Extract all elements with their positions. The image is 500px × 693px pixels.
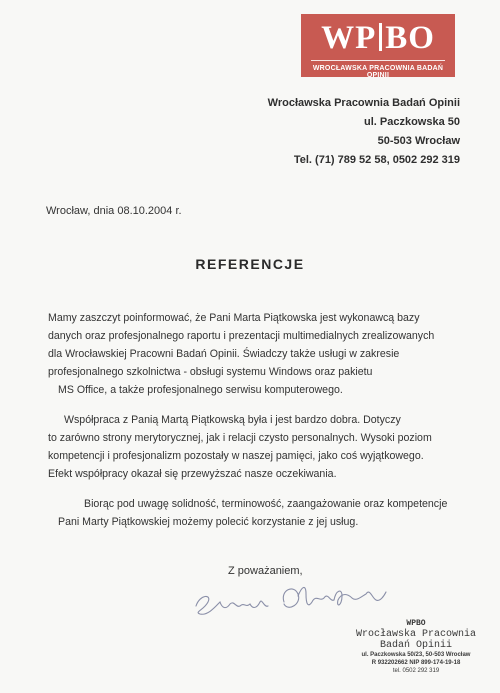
paragraph-line: profesjonalnego szkolnictwa - obsługi systemu Windows oraz pakietu <box>48 366 373 378</box>
paragraph-line: Pani Marty Piątkowskiej możemy polecić korzystanie z jej usług. <box>58 516 359 528</box>
company-street: ul. Paczkowska 50 <box>364 116 460 128</box>
stamp-line: Badań Opinii <box>379 640 452 651</box>
logo-subtitle: WROCŁAWSKA PRACOWNIA BADAŃ OPINII <box>312 65 444 79</box>
company-phone: Tel. (71) 789 52 58, 0502 292 319 <box>293 154 460 166</box>
stamp-line: R 932202662 NIP 899-174-19-18 <box>371 660 461 666</box>
paragraph-line: danych oraz profesjonalnego raportu i prezentacji multimedialnych zrealizowanych <box>48 330 435 342</box>
closing-salutation: Z poważaniem, <box>228 565 303 577</box>
logo-divider <box>379 23 382 51</box>
paragraph-2 <box>48 411 468 483</box>
paragraph-3 <box>48 495 468 531</box>
company-city: 50-503 Wrocław <box>377 135 460 147</box>
handwritten-signature <box>186 572 396 622</box>
paragraph-line: to zarówno strony merytorycznej, jak i relacji czysto personalnych. Wysoki poziom <box>48 432 432 444</box>
stamp-line: Wrocławska Pracownia <box>355 629 477 640</box>
paragraph-line: Mamy zaszczyt poinformować, że Pani Marta Piątkowska jest wykonawcą bazy <box>48 312 420 324</box>
logo-mark-right: BO <box>385 20 435 56</box>
paragraph-line: dla Wrocławskiej Pracowni Badań Opinii. Świadczy także usługi w zakresie <box>48 348 400 360</box>
company-logo <box>301 14 455 77</box>
paragraph-line: Współpraca z Panią Martą Piątkowską była i jest bardzo dobra. Dotyczy <box>64 414 401 426</box>
letter-date: Wrocław, dnia 08.10.2004 r. <box>46 205 182 217</box>
paragraph-line: MS Office, a także profesjonalnego serwisu komputerowego. <box>58 384 343 396</box>
paragraph-line: kompetencji i profesjonalizm pozostały w naszej pamięci, jako coś wyjątkowego. <box>48 450 424 462</box>
stamp-line: ul. Paczkowska 50/23, 50-503 Wrocław <box>361 652 471 658</box>
logo-mark <box>301 20 455 56</box>
paragraph-line: Efekt współpracy okazał się przewyższać nasze oczekiwania. <box>48 468 337 480</box>
paragraph-1 <box>48 309 468 399</box>
letter-title: REFERENCJE <box>195 256 305 272</box>
logo-rule <box>311 60 445 61</box>
paragraph-line: Biorąc pod uwagę solidność, terminowość, zaangażowanie oraz kompetencje <box>84 498 448 510</box>
stamp-line: WPBO <box>406 619 426 628</box>
logo-mark-left: WP <box>321 20 377 56</box>
company-address <box>268 94 460 170</box>
stamp-line: tel. 0502 292 319 <box>392 668 440 674</box>
company-name: Wrocławska Pracownia Badań Opinii <box>267 97 460 109</box>
company-stamp <box>336 619 496 675</box>
